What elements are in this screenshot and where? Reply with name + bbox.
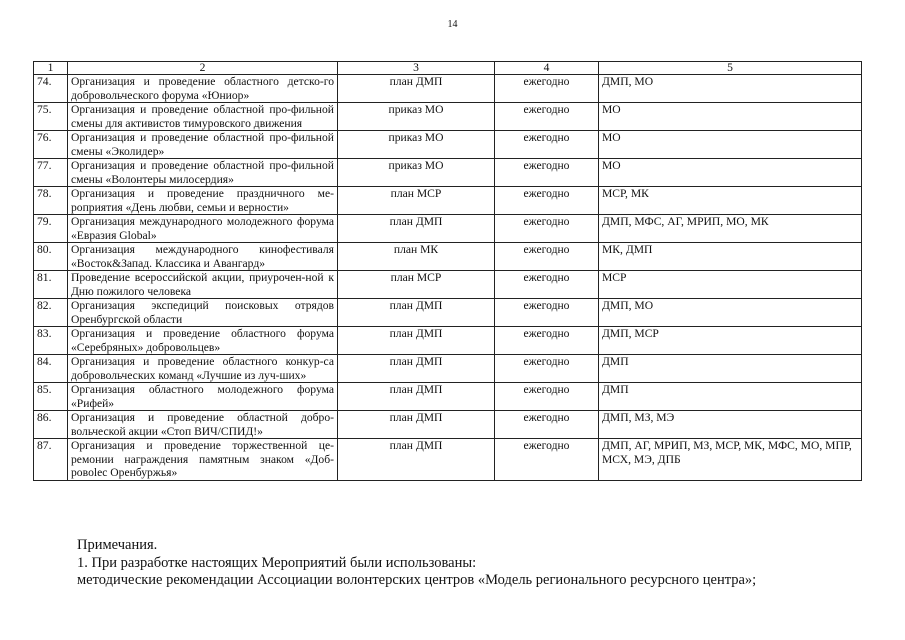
- basis-document: план МСР: [338, 271, 495, 299]
- executors: МО: [599, 131, 862, 159]
- executors: ДМП, МО: [599, 299, 862, 327]
- row-number: 78.: [34, 187, 68, 215]
- event-period: ежегодно: [495, 271, 599, 299]
- row-number: 85.: [34, 383, 68, 411]
- basis-document: план ДМП: [338, 215, 495, 243]
- row-number: 81.: [34, 271, 68, 299]
- table-row: [34, 131, 862, 159]
- basis-document: план ДМП: [338, 75, 495, 103]
- event-period: ежегодно: [495, 299, 599, 327]
- event-title: Организация международного молодежного форума «Евразия Global»: [68, 215, 338, 243]
- row-number: 75.: [34, 103, 68, 131]
- event-period: ежегодно: [495, 187, 599, 215]
- executors: МО: [599, 159, 862, 187]
- executors: ДМП: [599, 355, 862, 383]
- table-row: [34, 355, 862, 383]
- column-header: 3: [338, 62, 495, 75]
- notes-section: [77, 537, 877, 590]
- event-period: ежегодно: [495, 243, 599, 271]
- event-title: Организация и проведение областной про-фильной смены для активистов тимуровского движения: [68, 103, 338, 131]
- basis-document: приказ МО: [338, 131, 495, 159]
- event-title: Организация международного кинофестиваля «Восток&Запад. Классика и Авангард»: [68, 243, 338, 271]
- table-row: [34, 103, 862, 131]
- event-period: ежегодно: [495, 327, 599, 355]
- executors: ДМП: [599, 383, 862, 411]
- page-number: 14: [447, 19, 458, 30]
- event-period: ежегодно: [495, 75, 599, 103]
- row-number: 82.: [34, 299, 68, 327]
- basis-document: план ДМП: [338, 383, 495, 411]
- event-title: Организация и проведение областной добро-вольческой акции «Стоп ВИЧ/СПИД!»: [68, 411, 338, 439]
- executors: ДМП, МСР: [599, 327, 862, 355]
- column-header: 1: [34, 62, 68, 75]
- event-title: Организация областного молодежного форума «Рифей»: [68, 383, 338, 411]
- table-row: [34, 327, 862, 355]
- event-period: ежегодно: [495, 355, 599, 383]
- table-row: [34, 411, 862, 439]
- basis-document: план ДМП: [338, 299, 495, 327]
- executors: МК, ДМП: [599, 243, 862, 271]
- executors: МО: [599, 103, 862, 131]
- table-row: [34, 439, 862, 481]
- basis-document: план ДМП: [338, 327, 495, 355]
- executors: МСР: [599, 271, 862, 299]
- column-header: 2: [68, 62, 338, 75]
- event-title: Проведение всероссийской акции, приурочен-ной к Дню пожилого человека: [68, 271, 338, 299]
- basis-document: план ДМП: [338, 411, 495, 439]
- event-title: Организация и проведение областной про-фильной смены «Эколидер»: [68, 131, 338, 159]
- basis-document: приказ МО: [338, 103, 495, 131]
- table-row: [34, 159, 862, 187]
- column-header: 4: [495, 62, 599, 75]
- notes-heading: Примечания.: [77, 537, 158, 553]
- basis-document: план МК: [338, 243, 495, 271]
- basis-document: план ДМП: [338, 439, 495, 481]
- notes-line: методические рекомендации Ассоциации волонтерских центров «Модель регионального ресурсного центра»;: [77, 572, 757, 588]
- event-title: Организация и проведение праздничного ме-роприятия «День любви, семьи и верности»: [68, 187, 338, 215]
- row-number: 80.: [34, 243, 68, 271]
- event-title: Организация и проведение торжественной це-ремонии награждения памятным знаком «Доб-ровolec Оренбуржья»: [68, 439, 338, 481]
- event-period: ежегодно: [495, 159, 599, 187]
- events-table: [33, 61, 862, 481]
- event-title: Организация экспедиций поисковых отрядов Оренбургской области: [68, 299, 338, 327]
- row-number: 86.: [34, 411, 68, 439]
- event-title: Организация и проведение областного форума «Серебряных» добровольцев»: [68, 327, 338, 355]
- basis-document: план ДМП: [338, 355, 495, 383]
- row-number: 83.: [34, 327, 68, 355]
- event-period: ежегодно: [495, 215, 599, 243]
- row-number: 74.: [34, 75, 68, 103]
- executors: ДМП, МО: [599, 75, 862, 103]
- table-row: [34, 271, 862, 299]
- column-header: 5: [599, 62, 862, 75]
- executors: ДМП, МЗ, МЭ: [599, 411, 862, 439]
- event-period: ежегодно: [495, 383, 599, 411]
- basis-document: приказ МО: [338, 159, 495, 187]
- event-title: Организация и проведение областного детско-го добровольческого форума «Юниор»: [68, 75, 338, 103]
- table-row: [34, 243, 862, 271]
- event-period: ежегодно: [495, 103, 599, 131]
- executors: МСР, МК: [599, 187, 862, 215]
- event-period: ежегодно: [495, 439, 599, 481]
- executors: ДМП, АГ, МРИП, МЗ, МСР, МК, МФС, МО, МПР, МСХ, МЭ, ДПБ: [599, 439, 862, 481]
- table-row: [34, 187, 862, 215]
- row-number: 76.: [34, 131, 68, 159]
- event-period: ежегодно: [495, 411, 599, 439]
- basis-document: план МСР: [338, 187, 495, 215]
- event-title: Организация и проведение областной про-фильной смены «Волонтеры милосердия»: [68, 159, 338, 187]
- table-header-row: [34, 62, 862, 75]
- table-row: [34, 383, 862, 411]
- event-period: ежегодно: [495, 131, 599, 159]
- table-row: [34, 299, 862, 327]
- row-number: 79.: [34, 215, 68, 243]
- event-title: Организация и проведение областного конкур-са добровольческих команд «Лучшие из луч-ших»: [68, 355, 338, 383]
- executors: ДМП, МФС, АГ, МРИП, МО, МК: [599, 215, 862, 243]
- row-number: 77.: [34, 159, 68, 187]
- row-number: 87.: [34, 439, 68, 481]
- row-number: 84.: [34, 355, 68, 383]
- table-row: [34, 215, 862, 243]
- notes-line: 1. При разработке настоящих Мероприятий были использованы:: [77, 554, 477, 571]
- table-row: [34, 75, 862, 103]
